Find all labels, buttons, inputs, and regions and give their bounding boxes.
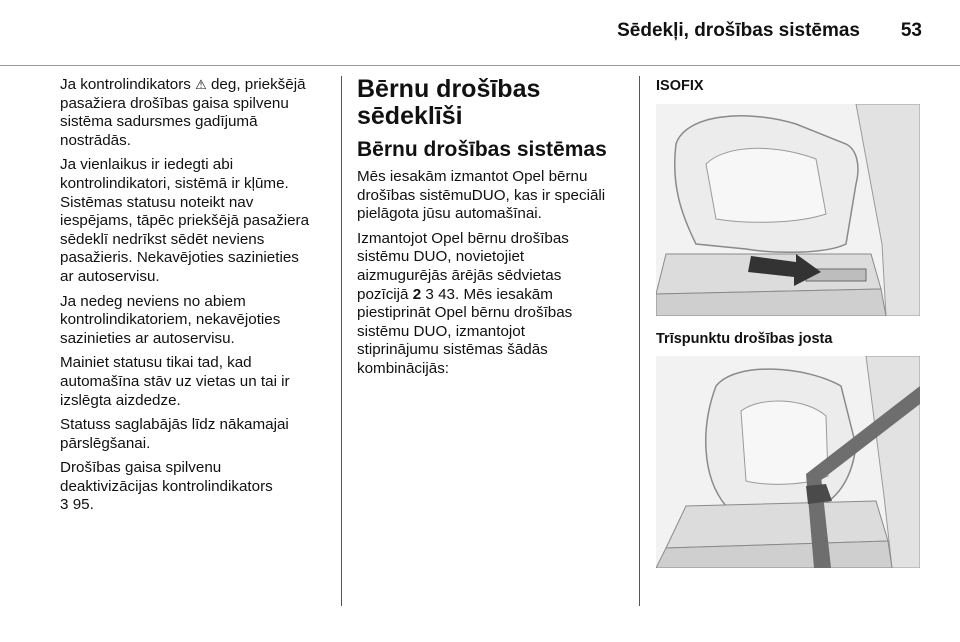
text-line: automašīna stāv uz vietas un tai ir xyxy=(60,372,290,390)
paragraph xyxy=(60,416,332,453)
text-line: pasažieris. Nekavējoties sazinieties xyxy=(60,249,299,267)
middle-column xyxy=(357,76,629,385)
text-line: sēdeklī nedrīkst sēdēt neviens xyxy=(60,230,265,248)
isofix-child-seat-illustration xyxy=(656,104,920,316)
left-column xyxy=(60,76,332,521)
text-line: drošības sistēmuDUO, kas ir speciāli xyxy=(357,186,606,204)
text-fragment: Ja kontrolindikators xyxy=(60,76,191,93)
text-line: kontrolindikatoriem, nekavējoties xyxy=(60,311,281,329)
figure-caption-isofix: ISOFIX xyxy=(656,78,704,94)
text-line: pasažiera drošības gaisa spilvenu xyxy=(60,94,289,112)
text-line: Ja vienlaikus ir iedegti abi xyxy=(60,156,234,174)
text-line xyxy=(60,76,332,95)
heading-line: sēdeklīši xyxy=(357,102,463,130)
column-divider xyxy=(639,76,640,606)
text-line: sistēmu DUO, novietojiet xyxy=(357,248,525,266)
text-fragment: pozīcijā xyxy=(357,285,409,303)
paragraph xyxy=(60,459,332,515)
seat-position-number: 2 xyxy=(412,285,422,303)
reference-arrow-icon[interactable]: 3 xyxy=(425,285,434,303)
text-line: Mēs iesakām izmantot Opel bērnu xyxy=(357,168,588,185)
text-line: ar autoservisu. xyxy=(60,267,160,285)
column-divider xyxy=(341,76,342,606)
text-line: nostrādās. xyxy=(60,131,131,149)
page-reference-link[interactable] xyxy=(60,496,332,515)
text-line: Drošības gaisa spilvenu xyxy=(60,459,222,477)
page-number: 53 xyxy=(900,20,922,41)
text-line: kombinācijās: xyxy=(357,359,450,377)
text-line: kontrolindikatori, sistēmā ir kļūme. xyxy=(60,174,289,192)
text-line: Ja nedeg neviens no abiem xyxy=(60,292,246,310)
text-line: sistēma sadursmes gadījumā xyxy=(60,113,258,131)
text-line: Sistēmas statusu noteikt nav xyxy=(60,193,254,211)
reference-arrow-icon: 3 xyxy=(60,496,69,514)
subsection-heading: Bērnu drošības sistēmas xyxy=(357,138,607,161)
paragraph xyxy=(357,168,629,224)
figure-caption-three-point-belt: Trīspunktu drošības josta xyxy=(656,331,833,347)
text-line: Statuss saglabājās līdz nākamajai xyxy=(60,416,289,434)
paragraph xyxy=(60,76,332,150)
text-line: izslēgta aizdedze. xyxy=(60,391,181,409)
section-heading xyxy=(357,76,629,130)
paragraph xyxy=(60,293,332,349)
text-line: Izmantojot Opel bērnu drošības xyxy=(357,229,569,247)
text-line: pielāgota jūsu automašīnai. xyxy=(357,205,542,223)
reference-page: 95. xyxy=(72,496,94,514)
text-line xyxy=(357,286,629,305)
text-line: pārslēgšanai. xyxy=(60,434,151,452)
airbag-off-indicator-icon: ⚠ xyxy=(195,77,207,92)
page-section-title: Sēdekļi, drošības sistēmas xyxy=(617,20,860,41)
text-fragment: deg, priekšējā xyxy=(210,76,306,93)
three-point-belt-child-seat-illustration xyxy=(656,356,920,568)
paragraph xyxy=(60,156,332,286)
paragraph xyxy=(357,230,629,379)
paragraph xyxy=(60,354,332,410)
text-line: sistēmu DUO, izmantojot xyxy=(357,322,525,340)
text-line: stiprinājumu sistēmas šādās xyxy=(357,341,548,359)
text-fragment: 43. Mēs iesakām xyxy=(438,285,553,303)
text-line: deaktivizācijas kontrolindikators xyxy=(60,477,273,495)
text-line: aizmugurējās ārējās sēdvietas xyxy=(357,266,562,284)
text-line: piestiprināt Opel bērnu drošības xyxy=(357,304,573,322)
text-line: Mainiet statusu tikai tad, kad xyxy=(60,354,252,372)
heading-line: Bērnu drošības xyxy=(357,75,541,103)
text-line: iespējams, tāpēc priekšējā pasažiera xyxy=(60,212,310,230)
text-line: sazinieties ar autoservisu. xyxy=(60,329,235,347)
header-rule xyxy=(0,65,960,66)
page-header xyxy=(0,0,960,66)
